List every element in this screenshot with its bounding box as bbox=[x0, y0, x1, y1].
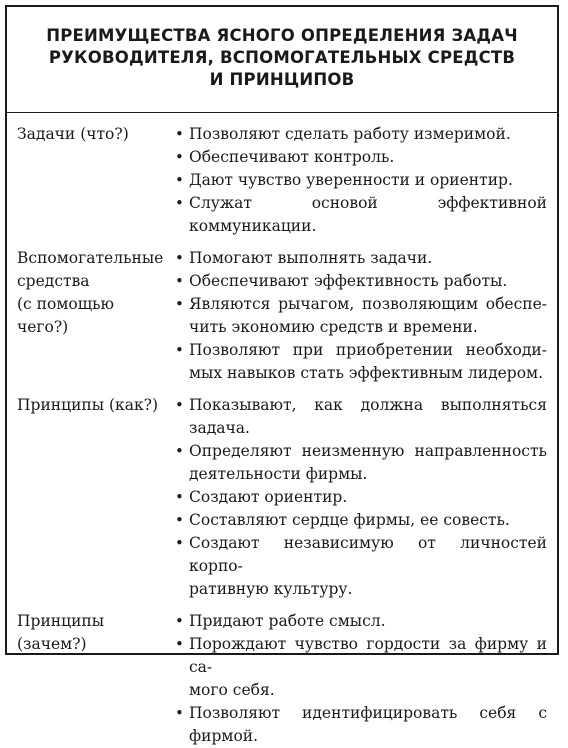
list-item bbox=[175, 169, 547, 192]
table-header bbox=[7, 7, 557, 113]
list-item bbox=[175, 440, 547, 486]
row-label-line: Принципы bbox=[17, 612, 105, 630]
table-row bbox=[17, 394, 547, 601]
bullet-icon: • bbox=[175, 249, 184, 267]
list-item-line: Создают ориентир. bbox=[189, 488, 348, 506]
list-item-text bbox=[189, 247, 547, 270]
row-label-line: (зачем?) bbox=[17, 635, 87, 653]
list-item-text bbox=[189, 169, 547, 192]
list-item-text bbox=[189, 633, 547, 702]
row-label-line: средства bbox=[17, 272, 90, 290]
list-item bbox=[175, 394, 547, 440]
list-item bbox=[175, 633, 547, 702]
list-item-line: чить экономию средств и времени. bbox=[189, 318, 478, 336]
list-item-line: Позволяют идентифицировать себя с фирмой. bbox=[189, 704, 547, 745]
list-item-line: Показывают, как должна выполняться задача. bbox=[189, 396, 547, 437]
list-item bbox=[175, 702, 547, 748]
row-label bbox=[17, 123, 175, 238]
list-item-line: Позволяют сделать работу измеримой. bbox=[189, 125, 511, 143]
bullet-list bbox=[175, 610, 547, 748]
list-item-line: Составляют сердце фирмы, ее совесть. bbox=[189, 511, 510, 529]
bullet-list bbox=[175, 123, 547, 238]
list-item-text bbox=[189, 146, 547, 169]
list-item bbox=[175, 293, 547, 339]
list-item-line: Служат основой эффективной коммуникации. bbox=[189, 194, 547, 235]
list-item-line: Придают работе смысл. bbox=[189, 612, 386, 630]
bullet-icon: • bbox=[175, 612, 184, 630]
list-item-line: Являются рычагом, позволяющим обеспе- bbox=[189, 295, 547, 313]
row-label bbox=[17, 247, 175, 385]
list-item-line: Порождают чувство гордости за фирму и са- bbox=[189, 635, 547, 676]
list-item bbox=[175, 509, 547, 532]
table-row bbox=[17, 123, 547, 238]
row-label-line: чего?) bbox=[17, 318, 69, 336]
list-item-line: Обеспечивают контроль. bbox=[189, 148, 395, 166]
list-item bbox=[175, 146, 547, 169]
list-item-line: мого себя. bbox=[189, 681, 275, 699]
list-item-text bbox=[189, 339, 547, 385]
list-item-text bbox=[189, 293, 547, 339]
row-label-line: Вспомогательные bbox=[17, 249, 164, 267]
bullet-icon: • bbox=[175, 295, 184, 313]
list-item-text bbox=[189, 123, 547, 146]
list-item-line: Дают чувство уверенности и ориентир. bbox=[189, 171, 513, 189]
list-item bbox=[175, 532, 547, 601]
list-item bbox=[175, 123, 547, 146]
bullet-list bbox=[175, 394, 547, 601]
list-item-text bbox=[189, 509, 547, 532]
row-label-line: Задачи (что?) bbox=[17, 125, 129, 143]
row-label bbox=[17, 394, 175, 601]
list-item bbox=[175, 486, 547, 509]
list-item-text bbox=[189, 532, 547, 601]
bullet-icon: • bbox=[175, 125, 184, 143]
bullet-icon: • bbox=[175, 341, 184, 359]
benefits-table bbox=[5, 5, 559, 745]
list-item-line: Обеспечивают эффективность работы. bbox=[189, 272, 508, 290]
list-item-text bbox=[189, 270, 547, 293]
list-item-line: Помогают выполнять задачи. bbox=[189, 249, 433, 267]
row-label bbox=[17, 610, 175, 748]
list-item-text bbox=[189, 394, 547, 440]
list-item-text bbox=[189, 702, 547, 748]
table-title bbox=[46, 25, 518, 91]
bullet-icon: • bbox=[175, 171, 184, 189]
title-line: РУКОВОДИТЕЛЯ, ВСПОМОГАТЕЛЬНЫХ СРЕДСТВ bbox=[48, 47, 516, 67]
bullet-list bbox=[175, 247, 547, 385]
table-body bbox=[7, 123, 557, 748]
bullet-icon: • bbox=[175, 704, 184, 722]
list-item-text bbox=[189, 192, 547, 238]
bullet-icon: • bbox=[175, 148, 184, 166]
list-item-line: деятельности фирмы. bbox=[189, 465, 368, 483]
bullet-icon: • bbox=[175, 534, 184, 552]
bullet-icon: • bbox=[175, 511, 184, 529]
list-item-text bbox=[189, 610, 547, 633]
list-item-text bbox=[189, 440, 547, 486]
table-row bbox=[17, 610, 547, 748]
row-label-line: Принципы (как?) bbox=[17, 396, 159, 414]
title-line: ПРЕИМУЩЕСТВА ЯСНОГО ОПРЕДЕЛЕНИЯ ЗАДАЧ bbox=[46, 25, 518, 45]
list-item bbox=[175, 247, 547, 270]
bullet-icon: • bbox=[175, 396, 184, 414]
bullet-icon: • bbox=[175, 488, 184, 506]
table-row bbox=[17, 247, 547, 385]
bullet-icon: • bbox=[175, 442, 184, 460]
list-item bbox=[175, 192, 547, 238]
bullet-icon: • bbox=[175, 635, 184, 653]
list-item-line: ративную культуру. bbox=[189, 580, 353, 598]
bullet-icon: • bbox=[175, 272, 184, 290]
list-item bbox=[175, 610, 547, 633]
list-item bbox=[175, 270, 547, 293]
list-item-line: Позволяют при приобретении необходи- bbox=[189, 341, 547, 359]
list-item bbox=[175, 339, 547, 385]
bullet-icon: • bbox=[175, 194, 184, 212]
list-item-line: Определяют неизменную направленность bbox=[189, 442, 547, 460]
list-item-line: Создают независимую от личностей корпо- bbox=[189, 534, 547, 575]
title-line: И ПРИНЦИПОВ bbox=[209, 69, 355, 89]
list-item-line: мых навыков стать эффективным лидером. bbox=[189, 364, 544, 382]
list-item-text bbox=[189, 486, 547, 509]
row-label-line: (с помощью bbox=[17, 295, 115, 313]
